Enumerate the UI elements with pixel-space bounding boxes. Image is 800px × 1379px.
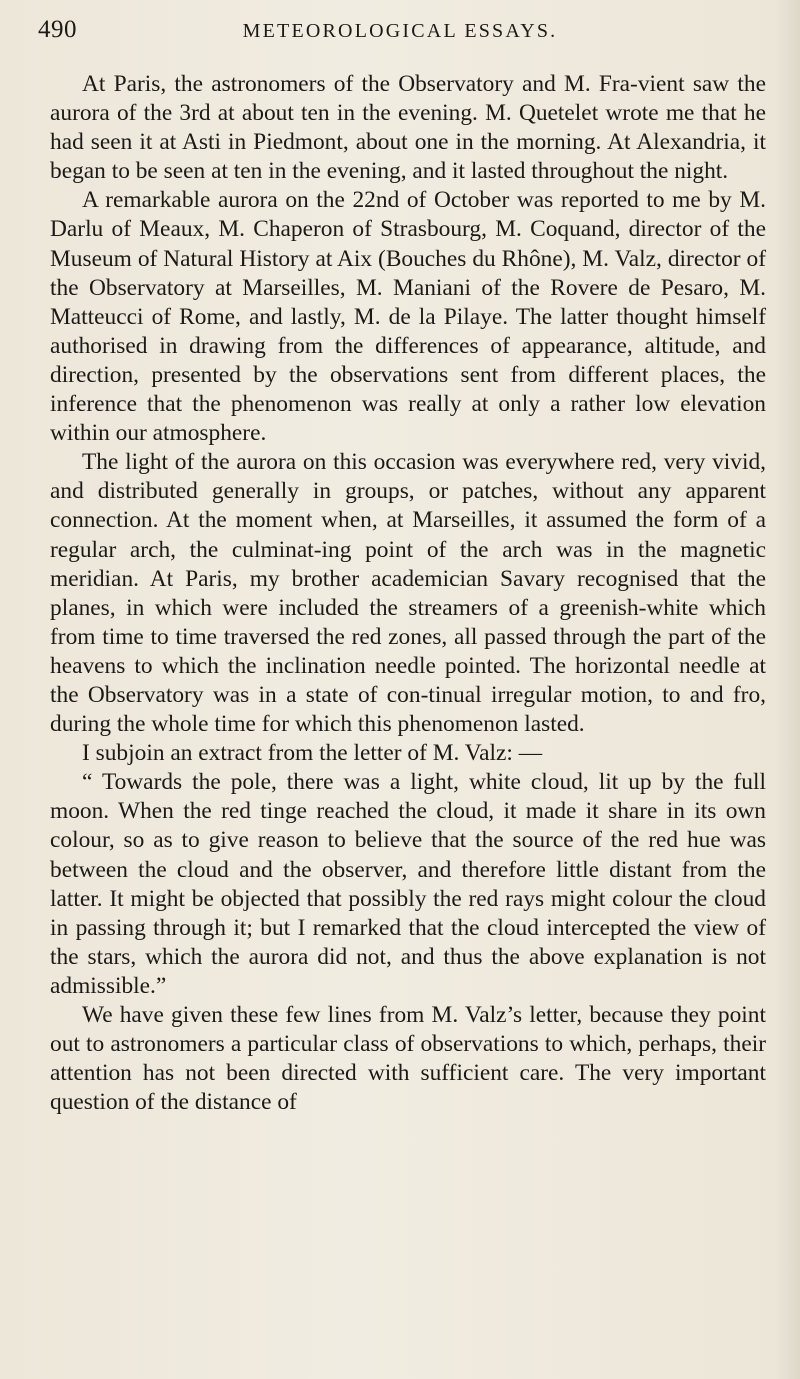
paragraph: I subjoin an extract from the letter of M. Valz: — <box>82 740 543 767</box>
paragraph: At Paris, the astronomers of the Observatory and M. Fra-vient saw the aurora of the 3rd at about ten in the evening. M. Quetelet wrote me that he had seen it at Asti in Piedmont, about one in the morning. At Alexandria, it began to be seen at ten in the evening, and it lasted throughout the night. <box>50 71 766 185</box>
page-header <box>0 14 800 54</box>
paragraph: We have given these few lines from M. Valz’s letter, because they point out to astronomers a particular class of observations to which, perhaps, their attention has not been directed with sufficient care. The very important question of the distance of <box>50 1002 766 1116</box>
page-number: 490 <box>38 16 77 43</box>
page-edge-shadow <box>774 0 800 1379</box>
body-text <box>50 70 766 1117</box>
paragraph: A remarkable aurora on the 22nd of October was reported to me by M. Darlu of Meaux, M. Chaperon of Strasbourg, M. Coquand, director of the Museum of Natural History at Aix (Bouches du Rhône), M. Valz, director of the Observatory at Marseilles, M. Maniani of the Rovere de Pesaro, M. Matteucci of Rome, and lastly, M. de la Pilaye. The latter thought himself authorised in drawing from the differences of appearance, altitude, and direction, presented by the observations sent from different places, the inference that the phenomenon was really at only a rather low elevation within our atmosphere. <box>50 187 766 447</box>
running-title: METEOROLOGICAL ESSAYS. <box>242 20 558 42</box>
quoted-letter-paragraph: “ Towards the pole, there was a light, white cloud, lit up by the full moon. When the red tinge reached the cloud, it made it share in its own colour, so as to give reason to believe that the source of the red hue was between the cloud and the observer, and therefore little distant from the latter. It might be objected that possibly the red rays might colour the cloud in passing through it; but I remarked that the cloud intercepted the view of the stars, which the aurora did not, and thus the above explanation is not admissible.” <box>50 769 766 999</box>
paragraph: The light of the aurora on this occasion was everywhere red, very vivid, and distributed generally in groups, or patches, without any apparent connection. At the moment when, at Marseilles, it assumed the form of a regular arch, the culminat-ing point of the arch was in the magnetic meridian. At Paris, my brother academician Savary recognised that the planes, in which were included the streamers of a greenish-white which from time to time traversed the red zones, all passed through the part of the heavens to which the inclination needle pointed. The horizontal needle at the Observatory was in a state of con-tinual irregular motion, to and fro, during the whole time for which this phenomenon lasted. <box>50 449 766 738</box>
